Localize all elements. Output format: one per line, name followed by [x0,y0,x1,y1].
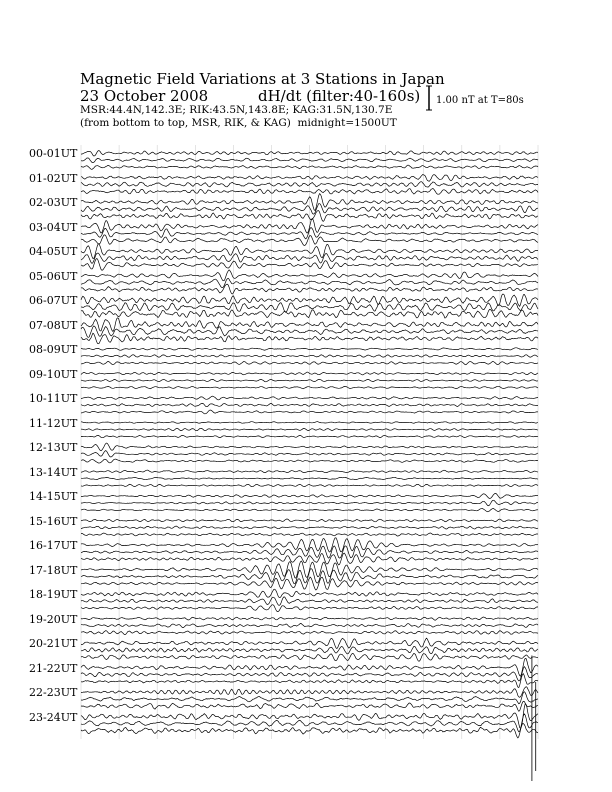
hour-label-23-24UT: 23-24UT [29,710,78,724]
hour-label-11-12UT: 11-12UT [29,416,78,430]
hour-label-19-20UT: 19-20UT [29,612,78,626]
hour-label-13-14UT: 13-14UT [29,465,78,479]
hour-label-07-08UT: 07-08UT [29,318,78,332]
hour-label-12-13UT: 12-13UT [29,441,78,454]
hour-label-10-11UT: 10-11UT [29,392,78,405]
chart-title: Magnetic Field Variations at 3 Stations in Japan [80,70,445,88]
hour-label-16-17UT: 16-17UT [29,539,78,552]
filter-label: dH/dt (filter:40-160s) [258,87,421,105]
hour-label-04-05UT: 04-05UT [29,245,78,258]
hour-label-05-06UT: 05-06UT [29,269,78,283]
hour-label-15-16UT: 15-16UT [29,514,78,528]
scale-bar-label: 1.00 nT at T=80s [436,95,524,106]
hour-label-00-01UT: 00-01UT [29,147,78,160]
hour-label-14-15UT: 14-15UT [29,490,78,503]
date-label: 23 October 2008 [80,87,209,105]
midnight-note: midnight=1500UT [297,117,397,129]
hour-label-17-18UT: 17-18UT [29,563,78,577]
hour-label-18-19UT: 18-19UT [29,588,78,601]
station-coordinates: MSR:44.4N,142.3E; RIK:43.5N,143.8E; KAG:31.5N,130.7E [80,104,393,116]
hour-label-21-22UT: 21-22UT [29,661,78,675]
hour-label-22-23UT: 22-23UT [29,686,78,699]
hour-label-06-07UT: 06-07UT [29,294,78,307]
hour-label-03-04UT: 03-04UT [29,220,78,234]
hour-label-02-03UT: 02-03UT [29,196,78,209]
hour-label-08-09UT: 08-09UT [29,343,78,356]
station-order-note: (from bottom to top, MSR, RIK, & KAG) [80,117,291,129]
hour-label-09-10UT: 09-10UT [29,367,78,381]
hour-label-01-02UT: 01-02UT [29,171,78,185]
hour-label-20-21UT: 20-21UT [29,637,78,650]
